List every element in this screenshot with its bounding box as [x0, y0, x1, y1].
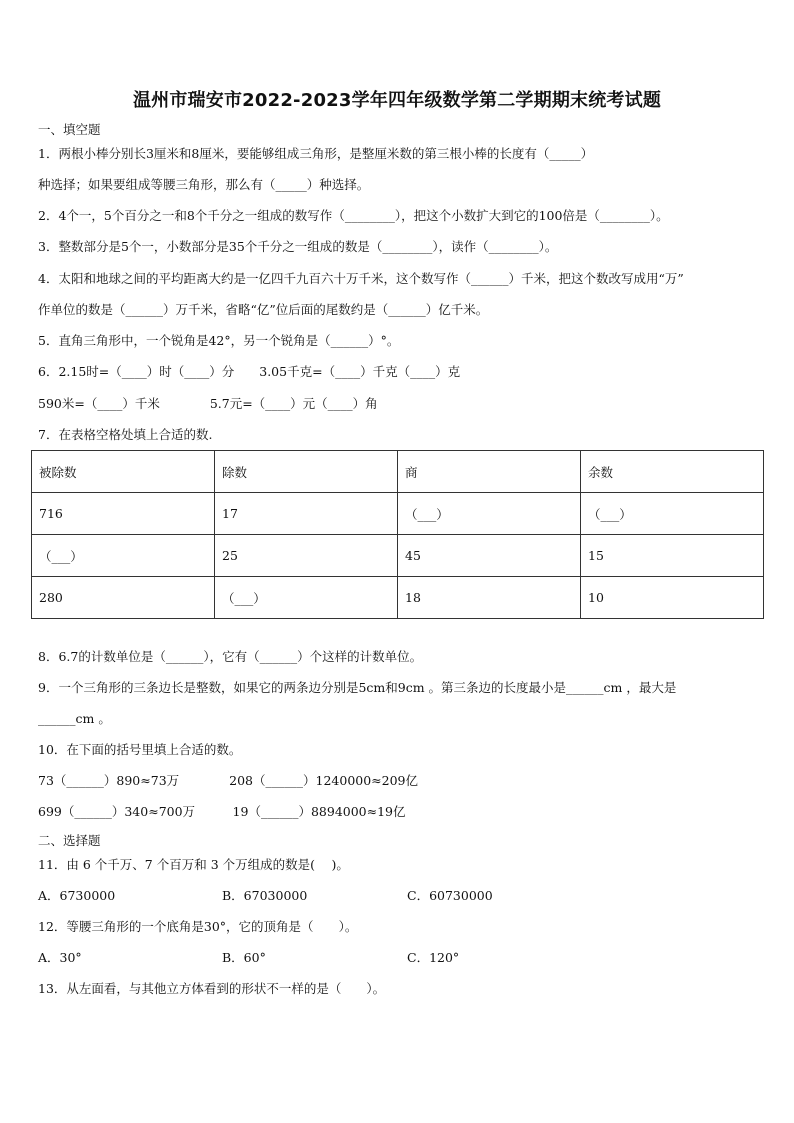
table-cell: 45 [398, 535, 581, 577]
question-4-line-1: 4．太阳和地球之间的平均距离大约是一亿四千九百六十万千米，这个数写作（______）千米，把这个数改写成用“万” [38, 271, 684, 286]
table-cell-blank[interactable]: （___） [215, 577, 398, 619]
table-header-cell: 被除数 [32, 451, 215, 493]
table-cell: 716 [32, 493, 215, 535]
question-11-option-b[interactable]: B．67030000 [222, 888, 308, 903]
table-cell-blank[interactable]: （___） [581, 493, 764, 535]
table-header-cell: 商 [398, 451, 581, 493]
table-header-cell: 余数 [581, 451, 764, 493]
table-row [32, 577, 764, 619]
question-13: 13．从左面看，与其他立方体看到的形状不一样的是（ ）。 [38, 981, 386, 996]
question-3: 3．整数部分是5个一，小数部分是35个千分之一组成的数是（________），读作（________）。 [38, 239, 558, 254]
question-2: 2．4个一，5个百分之一和8个千分之一组成的数写作（________），把这个小数扩大到它的100倍是（________）。 [38, 208, 669, 223]
table-cell: 18 [398, 577, 581, 619]
table-cell-blank[interactable]: （___） [398, 493, 581, 535]
table-header-row [32, 451, 764, 493]
question-4-line-2: 作单位的数是（______）万千米，省略“亿”位后面的尾数约是（______）亿千米。 [38, 302, 489, 317]
question-9-line-2: ______cm 。 [38, 711, 111, 726]
table-header-cell: 除数 [215, 451, 398, 493]
question-12-option-a[interactable]: A．30° [38, 950, 82, 965]
question-1-line-2: 种选择；如果要组成等腰三角形，那么有（_____）种选择。 [38, 177, 370, 192]
question-1-line-1: 1．两根小棒分别长3厘米和8厘米，要能够组成三角形，是整厘米数的第三根小棒的长度有（_____） [38, 146, 594, 161]
question-10-line-b: 699（______）340≈700万 19（______）8894000≈19亿 [38, 804, 406, 819]
division-table [31, 450, 764, 619]
table-cell: 10 [581, 577, 764, 619]
question-10-line-a: 73（______）890≈73万 208（______）1240000≈209亿 [38, 773, 419, 788]
table-row [32, 535, 764, 577]
question-11-option-c[interactable]: C．60730000 [407, 888, 493, 903]
question-12-option-c[interactable]: C．120° [407, 950, 460, 965]
table-cell: 25 [215, 535, 398, 577]
question-5: 5．直角三角形中，一个锐角是42°，另一个锐角是（______）°。 [38, 333, 400, 348]
question-12-option-b[interactable]: B．60° [222, 950, 266, 965]
section-heading-choice: 二、选择题 [38, 833, 101, 848]
question-6-line-2: 590米=（____）千米 5.7元=（____）元（____）角 [38, 396, 378, 411]
question-12: 12．等腰三角形的一个底角是30°，它的顶角是（ ）。 [38, 919, 358, 934]
question-11: 11．由 6 个千万、7 个百万和 3 个万组成的数是( )。 [38, 857, 349, 872]
table-row [32, 493, 764, 535]
section-heading-fill-blank: 一、填空题 [38, 122, 101, 137]
table-cell-blank[interactable]: （___） [32, 535, 215, 577]
table-cell: 17 [215, 493, 398, 535]
question-9-line-1: 9．一个三角形的三条边长是整数，如果它的两条边分别是5cm和9cm 。第三条边的长度最小是______cm ，最大是 [38, 680, 677, 695]
question-7: 7．在表格空格处填上合适的数. [38, 427, 213, 442]
question-6-line-1: 6．2.15时=（____）时（____）分 3.05千克=（____）千克（____）克 [38, 364, 461, 379]
page-title: 温州市瑞安市2022-2023学年四年级数学第二学期期末统考试题 [132, 90, 662, 111]
question-11-option-a[interactable]: A．6730000 [38, 888, 116, 903]
question-8: 8．6.7的计数单位是（______），它有（______）个这样的计数单位。 [38, 649, 423, 664]
question-10: 10．在下面的括号里填上合适的数。 [38, 742, 242, 757]
table-cell: 15 [581, 535, 764, 577]
table-cell: 280 [32, 577, 215, 619]
